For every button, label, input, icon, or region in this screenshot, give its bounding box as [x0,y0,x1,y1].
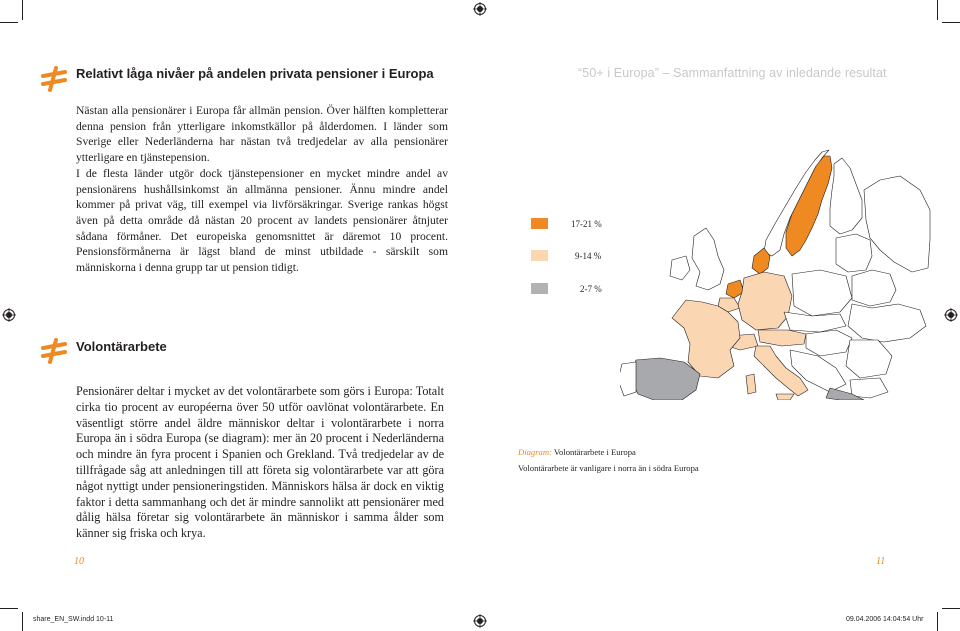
map-country-baltics [836,234,872,272]
map-country-finland [830,158,862,234]
crop-mark [937,0,938,20]
crop-mark [22,0,23,20]
running-head: “50+ i Europa” – Sammanfattning av inledande resultat [578,66,887,80]
page-number-left: 10 [74,556,84,567]
map-country-austria [758,330,806,346]
map-country-belarus [852,270,896,306]
legend-label: 9-14 % [575,251,602,261]
crop-mark [0,22,18,23]
legend-swatch-high [531,218,548,229]
crop-mark [937,612,938,631]
map-country-germany [738,272,792,330]
crop-mark [0,608,18,609]
crop-mark [22,612,23,631]
legend-swatch-mid [531,250,548,261]
section-heading-volunteering: Volontärarbete [76,339,167,354]
diagram-caption [518,447,636,457]
map-country-sicily [776,394,794,400]
map-country-bulgaria [850,378,888,398]
asterisk-icon [40,66,68,97]
caption-subtitle: Volontärarbete är vanligare i norra än i södra Europa [518,463,699,473]
map-country-spain [630,358,700,400]
map-country-russia [864,176,930,272]
registration-mark-icon [473,2,487,16]
map-country-uk [692,228,724,290]
caption-label: Diagram: [518,447,552,457]
legend-label: 17-21 % [571,219,602,229]
map-country-poland [792,270,852,316]
paragraph: Nästan alla pensionärer i Europa får allmän pension. Över hälften kompletterar denna pension från ytterligare inkomstkällor på ålderdomen. I länder som Sverige eller Nederländerna har nästan två tredjedelar av alla pensionärer ytterligare en tjänstepension. [76,104,448,165]
registration-mark-icon [944,308,958,322]
caption-title: Volontärarbete i Europa [553,447,636,457]
registration-mark-icon [2,308,16,322]
slug-filename: share_EN_SW.indd 10-11 [33,616,114,623]
map-country-ireland [670,256,690,280]
body-text-pensions [76,103,448,276]
asterisk-icon [40,338,68,369]
legend-label: 2-7 % [580,284,602,294]
map-country-romania [846,340,892,378]
map-country-portugal [620,362,636,396]
legend-swatch-low [531,283,548,294]
europe-map [620,148,932,400]
slug-datetime: 09.04.2006 14:04:54 Uhr [846,616,924,623]
map-country-sardinia [746,374,756,394]
map-country-ukraine [848,304,926,342]
crop-mark [942,608,960,609]
page-number-right: 11 [876,556,886,567]
crop-mark [942,22,960,23]
map-country-hungary [806,330,852,356]
section-heading-pensions: Relativt låga nivåer på andelen privata pensioner i Europa [76,66,434,81]
paragraph: I de flesta länder utgör dock tjänstepensioner en mycket mindre andel av pensionärens hushållsinkomst än allmänna pensioner. Ännu mindre andel kommer på privat väg, till exempel via livförsäkringar. Sverige rankas högst även på detta område då nästan 20 procent av landets pensionärer åtnjuter sådana förmåner. Det europeiska genomsnittet är däremot 10 procent. Pensionsförmånerna är lägst bland de minst utbildade - särskilt som människorna i denna grupp tar ut pension tidigt. [76,166,448,275]
registration-mark-icon [473,614,487,628]
body-text-volunteering: Pensionärer deltar i mycket av det volontärarbete som görs i Europa: Totalt cirka tio procent av européerna över 50 utför oavlönat volontärarbete. En väsentligt större andel äldre människor deltar i volontärarbete i norra Europa än i södra Europa (se diagram): mer än 20 procent i Nederländerna och mindre än fyra procent i Spanien och Grekland. Två tredjedelar av de tillfrågade såg att anledningen till att företa sig volontärarbete var att göra något nyttigt under pensioneringstiden. Människors hälsa är dock en viktig faktor i detta sammanhang och det är mindre sannolikt att pensionärer med dålig hälsa företar sig volontärarbete än människor i samma ålder som känner sig friska och krya. [76,384,444,541]
